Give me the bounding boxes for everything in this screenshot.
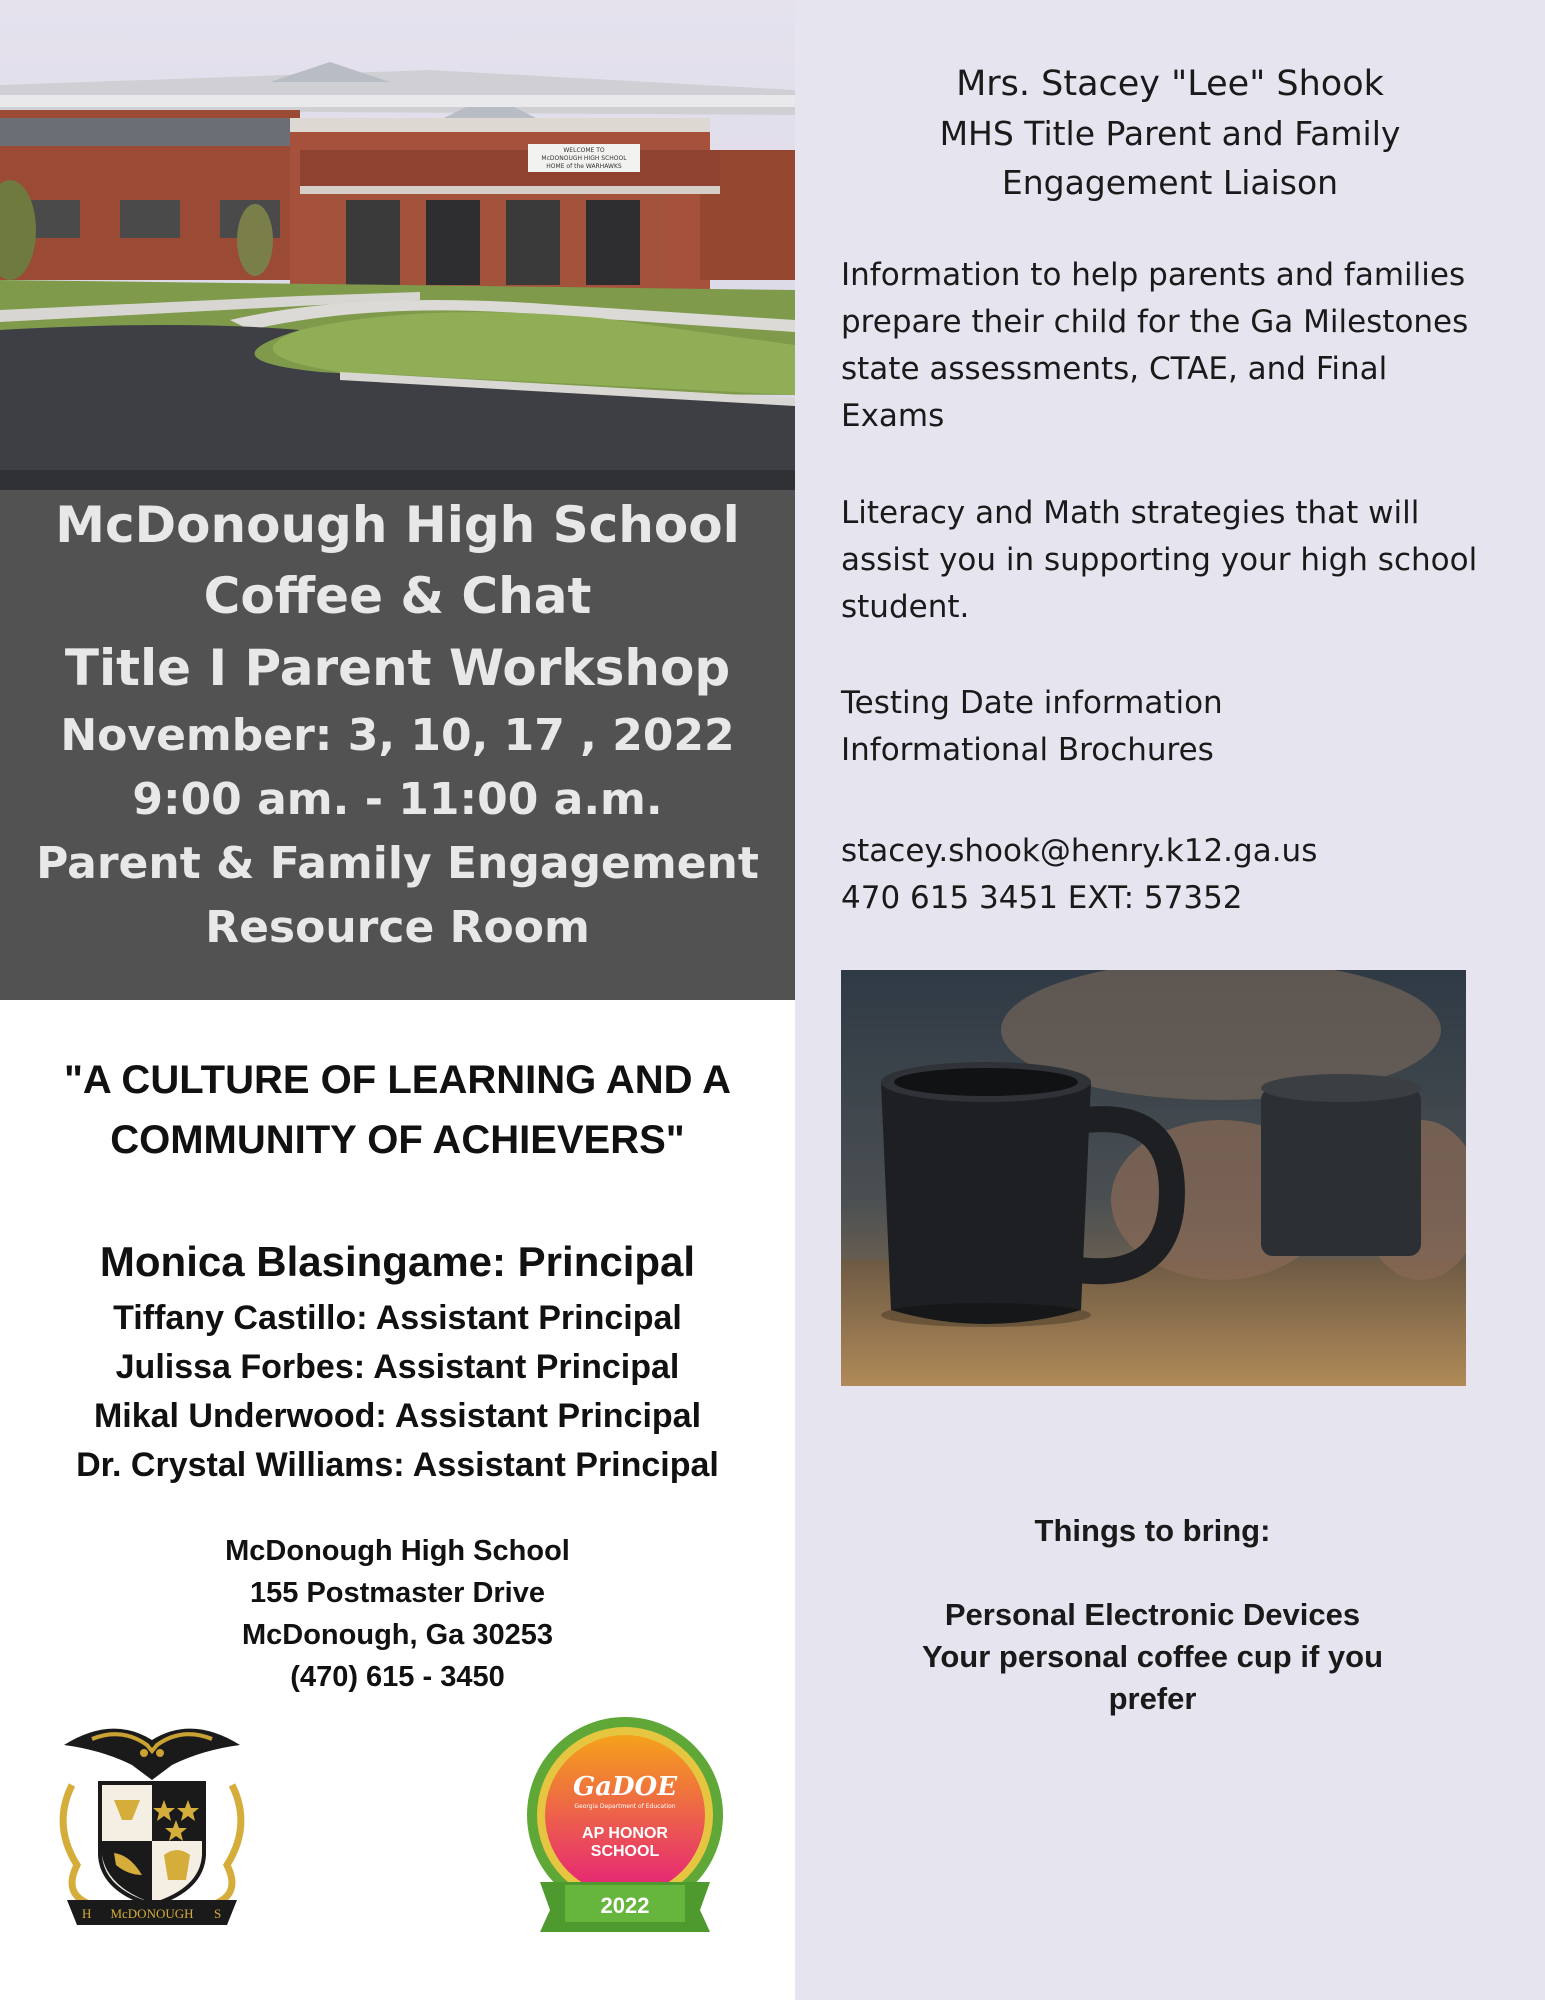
things-to-bring <box>795 1510 1510 1720</box>
liaison-role-line-1: MHS Title Parent and Family <box>939 114 1401 153</box>
event-title: McDonough High School <box>55 496 740 554</box>
badge-agency-text: Georgia Department of Education <box>574 1803 676 1810</box>
bring-item: Personal Electronic Devices <box>944 1597 1361 1632</box>
liaison-block <box>795 60 1545 207</box>
assistant-principal: Julissa Forbes: Assistant Principal <box>115 1348 680 1386</box>
school-building-photo <box>0 0 795 490</box>
badge-year: 2022 <box>600 1893 650 1918</box>
event-time: 9:00 am. - 11:00 a.m. <box>132 774 663 825</box>
info-paragraph-assessments <box>841 252 1521 440</box>
address-city: McDonough, Ga 30253 <box>241 1619 553 1651</box>
school-motto <box>30 1050 765 1170</box>
bring-item: Your personal coffee cup if you <box>921 1639 1384 1674</box>
sign-text-1: WELCOME TO <box>563 147 605 154</box>
event-dates: November: 3, 10, 17 , 2022 <box>60 710 735 761</box>
liaison-role-line-2: Engagement Liaison <box>1001 163 1339 202</box>
right-column <box>795 0 1545 2000</box>
crest-letter-left: H <box>82 1906 92 1921</box>
info-line: Exams <box>841 398 945 434</box>
event-location: Parent & Family Engagement <box>36 838 759 889</box>
bring-item: prefer <box>1108 1681 1197 1716</box>
address-phone: (470) 615 - 3450 <box>290 1661 505 1693</box>
bring-spacer <box>795 1552 1510 1594</box>
crest-banner-text: McDONOUGH <box>110 1906 194 1921</box>
badge-logo-text: GaDOE <box>572 1772 678 1802</box>
sign-text-2: McDONOUGH HIGH SCHOOL <box>541 155 627 162</box>
info-line: Literacy and Math strategies that will <box>841 495 1420 531</box>
crest-letter-right: S <box>214 1906 222 1921</box>
assistant-principal: Tiffany Castillo: Assistant Principal <box>113 1299 682 1337</box>
badge-line-1: AP HONOR <box>582 1825 668 1842</box>
contact-info <box>841 828 1521 922</box>
principal-name: Monica Blasingame: Principal <box>99 1238 696 1285</box>
coffee-cups-photo <box>841 970 1466 1386</box>
address-street: 155 Postmaster Drive <box>250 1577 545 1609</box>
school-address <box>0 1530 795 1698</box>
event-location-room: Resource Room <box>205 902 590 953</box>
motto-line-1: "A CULTURE OF LEARNING AND A <box>63 1058 732 1102</box>
school-crest-logo <box>52 1705 252 1930</box>
info-line: Information to help parents and families <box>841 257 1466 293</box>
motto-line-2: COMMUNITY OF ACHIEVERS" <box>110 1118 685 1162</box>
info-line: Informational Brochures <box>841 732 1214 768</box>
badge-line-2: SCHOOL <box>590 1843 660 1860</box>
sign-text-3: HOME of the WARHAWKS <box>546 163 622 170</box>
info-paragraph-testing <box>841 680 1521 774</box>
info-line: prepare their child for the Ga Milestones <box>841 304 1469 340</box>
info-line: student. <box>841 589 970 625</box>
event-subtitle: Coffee & Chat <box>203 567 592 625</box>
info-line: state assessments, CTAE, and Final <box>841 351 1388 387</box>
info-paragraph-strategies <box>841 490 1521 631</box>
event-workshop-name: Title I Parent Workshop <box>64 639 731 697</box>
contact-email[interactable]: stacey.shook@henry.k12.ga.us <box>841 833 1318 869</box>
assistant-principal: Mikal Underwood: Assistant Principal <box>93 1397 702 1435</box>
address-school-name: McDonough High School <box>225 1535 570 1567</box>
ap-honor-school-badge <box>510 1710 740 1940</box>
event-details-panel <box>0 490 795 1000</box>
staff-list <box>0 1230 795 1490</box>
info-line: assist you in supporting your high school <box>841 542 1478 578</box>
info-line: Testing Date information <box>841 685 1223 721</box>
contact-phone: 470 615 3451 EXT: 57352 <box>841 880 1243 916</box>
liaison-name: Mrs. Stacey "Lee" Shook <box>956 64 1384 104</box>
bring-heading: Things to bring: <box>1034 1513 1271 1548</box>
assistant-principal: Dr. Crystal Williams: Assistant Principal <box>76 1446 719 1484</box>
